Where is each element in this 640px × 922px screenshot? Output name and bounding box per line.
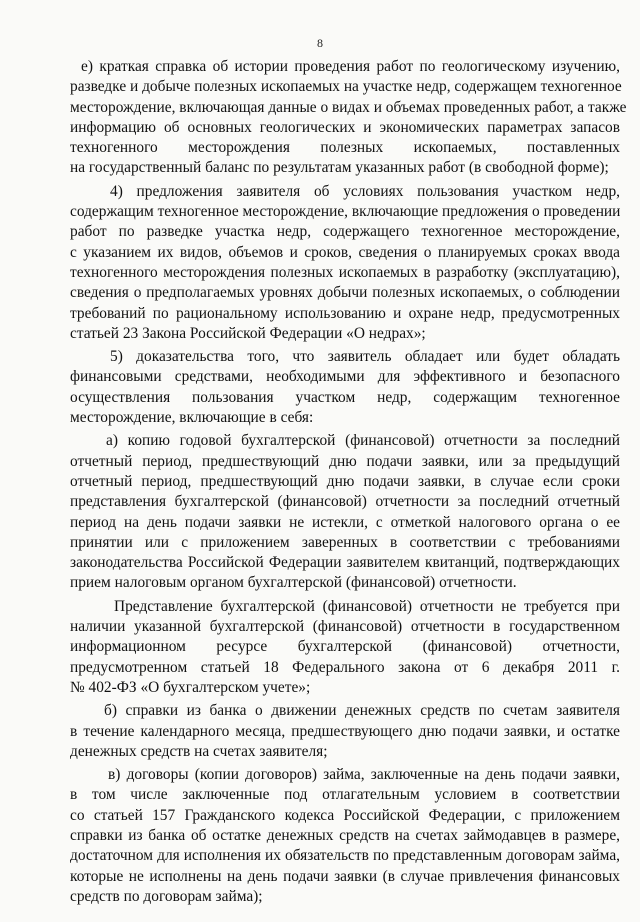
- paragraph-b: [70, 701, 620, 762]
- text-line: е) краткая справка об истории проведения работ по геологическому изучению,: [81, 58, 620, 75]
- text-line: в) договоры (копии договоров) займа, заключенные на день подачи заявки,: [108, 766, 620, 784]
- text-line: Представление бухгалтерской (финансовой) отчетности не требуется при: [114, 597, 620, 615]
- text-line: которые не исполнены на день подачи заявки (в случае привлечения финансовых: [70, 867, 620, 885]
- text-line: справки из банка об остатке денежных средств на счетах займодавцев в размере,: [70, 826, 620, 844]
- text-line: информационном ресурсе бухгалтерской (финансовой) отчетности,: [70, 638, 620, 656]
- text-line: а) копию годовой бухгалтерской (финансовой) отчетности за последний: [106, 432, 620, 450]
- page-number: 8: [317, 36, 323, 50]
- text-line: отчетный период, предшествующий дню подачи заявки, в случае если сроки: [70, 472, 620, 490]
- text-line: прием налоговым органом бухгалтерской (финансовой) отчетности.: [70, 574, 517, 592]
- text-line: в том числе заключенные под отлагательным условием в соответствии: [70, 786, 620, 804]
- text-line: месторождение, включающая данные о видах и объемах проведенных работ, а также: [70, 98, 627, 116]
- text-line: наличии указанной бухгалтерской (финансовой) отчетности в государственном: [70, 618, 620, 636]
- paragraph-e: [70, 57, 627, 179]
- paragraph-reporting-note: [70, 597, 620, 698]
- text-line: работ по разведке участка недр, содержащего техногенное месторождение,: [70, 223, 620, 241]
- text-line: с указанием их видов, объемов и сроков, сведения о планируемых сроках ввода: [70, 243, 620, 261]
- text-line: принятии или с приложением заверенных в соответствии с требованиями: [70, 533, 620, 551]
- text-line: законодательства Российской Федерации заявителем квитанций, подтверждающих: [70, 554, 620, 572]
- paragraph-4: [70, 182, 620, 344]
- document-body: [70, 57, 627, 907]
- text-line: финансовыми средствами, необходимыми для эффективного и безопасного: [70, 368, 620, 386]
- text-line: техногенного месторождения полезных ископаемых, поставленных: [70, 139, 620, 157]
- text-line: 5) доказательства того, что заявитель обладает или будет обладать: [110, 348, 620, 366]
- text-line: статьей 23 Закона Российской Федерации «О недрах»;: [70, 324, 426, 342]
- text-line: достаточном для исполнения их обязательств по представленным договорам займа,: [70, 847, 620, 865]
- text-line: осуществления пользования участком недр, содержащим техногенное: [70, 388, 620, 406]
- text-line: № 402-ФЗ «О бухгалтерском учете»;: [70, 678, 311, 696]
- text-line: информацию об основных геологических и экономических параметрах запасов: [70, 118, 620, 136]
- paragraph-a: [70, 431, 620, 593]
- text-line: техногенного месторождения полезных ископаемых в разработку (эксплуатацию),: [70, 263, 620, 281]
- text-line: со статьей 157 Гражданского кодекса Российской Федерации, с приложением: [70, 806, 620, 824]
- text-line: представления бухгалтерской (финансовой) отчетности за последний отчетный: [70, 493, 620, 511]
- text-line: на государственный баланс по результатам указанных работ (в свободной форме);: [70, 159, 609, 177]
- text-line: средств по договорам займа);: [70, 887, 263, 905]
- text-line: месторождение, включающие в себя:: [70, 409, 314, 427]
- text-line: содержащим техногенное месторождение, включающие предложения о проведении: [70, 203, 621, 221]
- paragraph-5: [70, 347, 620, 428]
- text-line: требований по рациональному использованию и охране недр, предусмотренных: [70, 304, 620, 322]
- paragraph-v: [70, 765, 620, 907]
- text-line: 4) предложения заявителя об условиях пользования участком недр,: [110, 182, 620, 200]
- text-line: денежных средств на счетах заявителя;: [70, 742, 328, 760]
- text-line: б) справки из банка о движении денежных средств по счетам заявителя: [104, 702, 620, 720]
- text-line: сведения о предполагаемых уровнях добычи полезных ископаемых, о соблюдении: [70, 284, 620, 302]
- text-line: в течение календарного месяца, предшествующего дню подачи заявки, и остатке: [70, 722, 620, 740]
- text-line: предусмотренном статьей 18 Федерального закона от 6 декабря 2011 г.: [70, 658, 620, 676]
- text-line: период на день подачи заявки не истекли, с отметкой налогового органа о ее: [70, 513, 620, 531]
- text-line: отчетный период, предшествующий дню подачи заявки, или за предыдущий: [70, 452, 620, 470]
- text-line: разведке и добыче полезных ископаемых на участке недр, содержащем техногенное: [70, 78, 622, 96]
